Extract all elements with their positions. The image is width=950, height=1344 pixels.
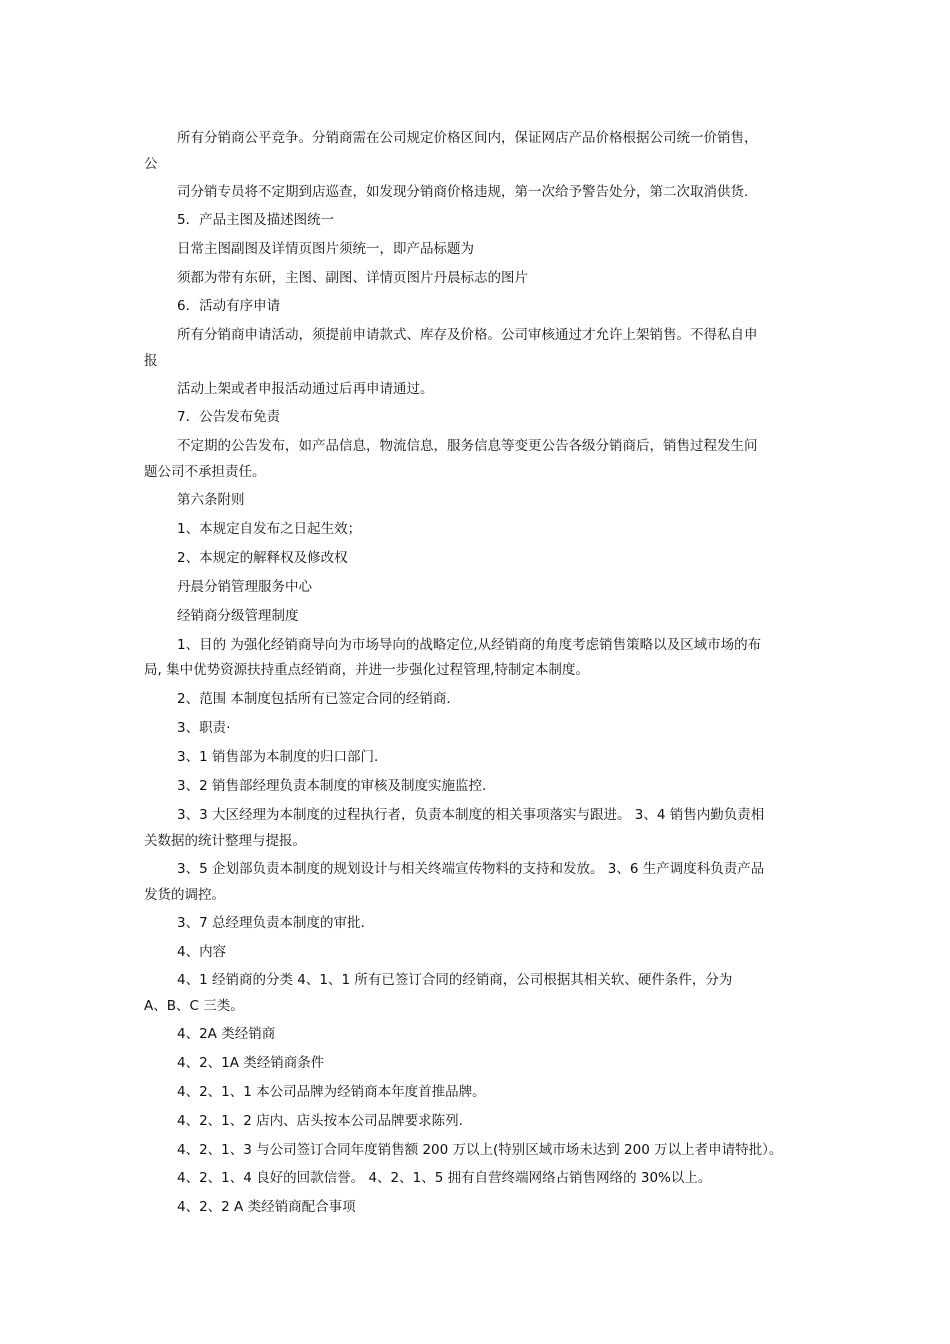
paragraph-line: 局, 集中优势资源扶持重点经销商，并进一步强化过程管理,特制定本制度。	[144, 662, 589, 678]
paragraph-line: 须都为带有东研，主图、副图、详情页图片丹晨标志的图片	[177, 270, 528, 286]
section-heading: 3、职责·	[177, 720, 231, 736]
paragraph-line: 不定期的公告发布，如产品信息，物流信息，服务信息等变更公告各级分销商后，销售过程发生问	[177, 438, 758, 454]
paragraph-line: 1、本规定自发布之日起生效；	[177, 521, 362, 537]
paragraph-line: 3、5 企划部负责本制度的规划设计与相关终端宣传物料的支持和发放。 3、6 生产调度科负责产品	[177, 861, 765, 877]
paragraph-line: 司分销专员将不定期到店巡查，如发现分销商价格违规，第一次给予警告处分，第二次取消供货.	[177, 184, 749, 200]
section-heading: 6．活动有序申请	[177, 298, 281, 314]
paragraph-line: 题公司不承担责任。	[144, 464, 266, 480]
paragraph-line: 4、1 经销商的分类 4、1、1 所有已签订合同的经销商，公司根据其相关软、硬件条件，分为	[177, 972, 733, 988]
paragraph-line: 丹晨分销管理服务中心	[177, 579, 312, 595]
paragraph-line: A、B、C 三类。	[144, 998, 244, 1014]
paragraph-line: 关数据的统计整理与提报。	[144, 833, 306, 849]
section-heading: 5．产品主图及描述图统一	[177, 212, 335, 228]
paragraph-line: 2、范围 本制度包括所有已签定合同的经销商.	[177, 691, 451, 707]
paragraph-line: 报	[144, 353, 158, 369]
paragraph-line: 4、2、1、4 良好的回款信誉。 4、2、1、5 拥有自营终端网络占销售网络的 30%以上。	[177, 1170, 712, 1186]
paragraph-line: 公	[144, 156, 158, 172]
paragraph-line: 所有分销商申请活动，须提前申请款式、库存及价格。公司审核通过才允许上架销售。不得私自申	[177, 327, 758, 343]
paragraph-line: 日常主图副图及详情页图片须统一，即产品标题为	[177, 241, 474, 257]
section-heading: 7．公告发布免责	[177, 409, 281, 425]
paragraph-line: 4、2、1、3 与公司签订合同年度销售额 200 万以上(特别区域市场未达到 200 万以上者申请特批）。	[177, 1142, 783, 1158]
paragraph-line: 所有分销商公平竞争。分销商需在公司规定价格区间内，保证网店产品价格根据公司统一价销售，	[177, 130, 758, 146]
section-heading: 4、2A 类经销商	[177, 1026, 276, 1042]
section-heading: 4、2、2 A 类经销商配合事项	[177, 1199, 356, 1215]
paragraph-line: 4、2、1、2 店内、店头按本公司品牌要求陈列.	[177, 1113, 463, 1129]
paragraph-line: 4、2、1、1 本公司品牌为经销商本年度首推品牌。	[177, 1084, 486, 1100]
paragraph-line: 4、2、1A 类经销商条件	[177, 1055, 325, 1071]
paragraph-line: 3、2 销售部经理负责本制度的审核及制度实施监控.	[177, 778, 487, 794]
section-heading: 4、内容	[177, 944, 227, 960]
paragraph-line: 活动上架或者申报活动通过后再申请通过。	[177, 381, 434, 397]
section-heading: 第六条附则	[177, 492, 245, 508]
paragraph-line: 发货的调控。	[144, 887, 225, 903]
paragraph-line: 1、目的 为强化经销商导向为市场导向的战略定位,从经销商的角度考虑销售策略以及区域市场的布	[177, 637, 762, 653]
document-title: 经销商分级管理制度	[177, 608, 299, 624]
paragraph-line: 3、1 销售部为本制度的归口部门.	[177, 749, 379, 765]
paragraph-line: 2、本规定的解释权及修改权	[177, 550, 348, 566]
paragraph-line: 3、3 大区经理为本制度的过程执行者，负责本制度的相关事项落实与跟进。 3、4 销售内勤负责相	[177, 807, 765, 823]
paragraph-line: 3、7 总经理负责本制度的审批.	[177, 915, 365, 931]
